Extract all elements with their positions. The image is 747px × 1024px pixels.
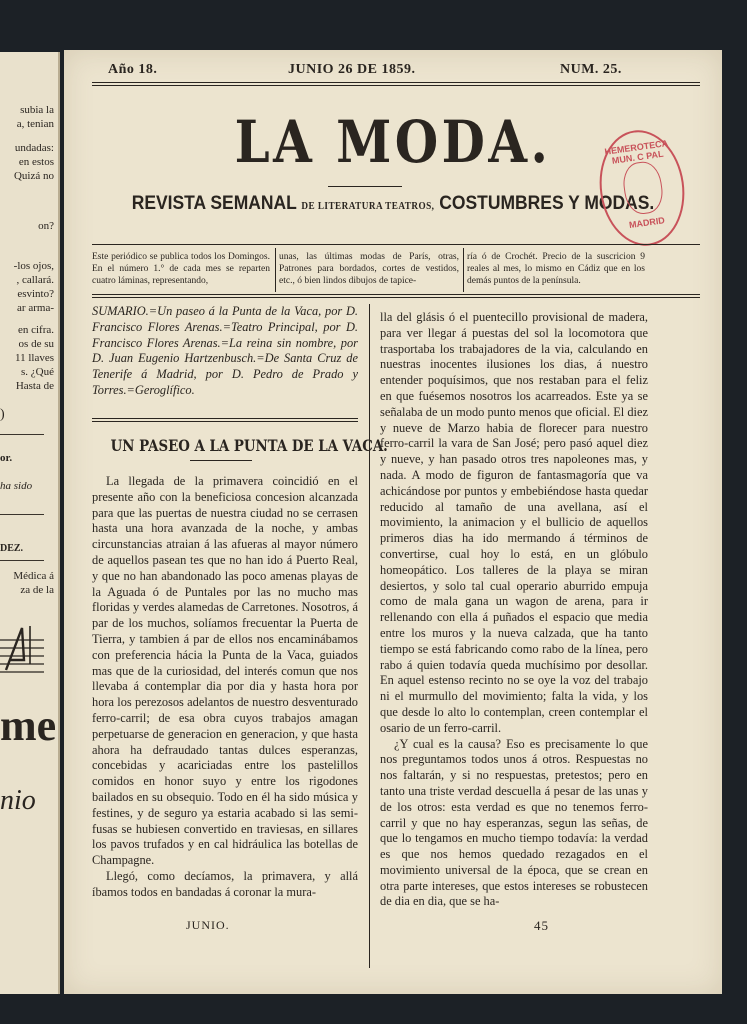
- header-rule: [92, 85, 700, 86]
- notice-column-1: Este periódico se publica todos los Domingos. En el número 1.° de cada mes se reparten cuatro láminas, representando,: [92, 252, 270, 286]
- stamp-crest-icon: [621, 159, 666, 216]
- left-page-text: , callará.: [16, 274, 54, 286]
- left-page-text: en estos: [18, 156, 54, 168]
- article-paragraph: lla del glásis ó el puentecillo provisional de madera, para ver llegar á puestas del sol la locomotora que trasportaba los trabajadores de la via, calculando en nuestras inocentes ilusiones los dias, á nuestro entender poquísimos, que nos restaban para el feliz en que fuésemos nosotros los acarreados. Este ya se señalaba de un modo punto menos que oficial. El diez y nueve de Marzo habia de florecer para nuestro ferro-carril la vara de San José; pero pasó aquel diez y nueve, y han pasado otros tres napoleones mas, y nada. A modo de figuron de fantasmagoría que va achicándose por puntos y embebiéndose hasta quedar reducido al tamaño de una avellana, así el movimiento, la animacion y el bullicio de aquellos primeros dias ha ido mermando á términos de convertirse, cual hoy lo está, en un glóbulo homeopático. Los talleres de la playa se miran desiertos, y solo tal cual operario aburrido empuja como de mala gana un wagon de arena, para ir rellenando con ella á puñados el espacio que media entre los muros y la nueva calzada, que ha tanto tiempo se está fabricando como rabo de la línea, pero rabo á quien todavía queda muchísimo por desollar. En aquel estenso recinto no se oye la voz del trabajo ni el murmullo del movimiento; falta la vida, y los que desde lo alto lo contemplan, creen contemplar el osario de un ferro-carril.: [380, 310, 648, 735]
- subtitle-small: DE LITERATURA TEATROS,: [301, 201, 435, 212]
- notice-column-3: ría ó de Crochét. Precio de la suscricion 9 reales al mes, lo mismo en Cádiz que en los demás puntos de la península.: [467, 252, 645, 286]
- left-page-text: or.: [0, 452, 13, 464]
- notice-rule-top: [92, 244, 700, 245]
- article-paragraph: ¿Y cual es la causa? Eso es precisamente lo que nos preguntamos todos unos á otros. Respuestas no nos faltarán, y si no respuestas, pretestos; pero en tanto una triste verdad descuella á pesar de las unas y de los otros: esta verdad es que no tenemos ferro-carril y que no hay esperanzas, segun las señas, de que lo tengamos en mucho tiempo todavía: la verdad es que nos hemos quedado rezagados en el movimiento universal de la época, que se crean en otra parte intereses, que estos intereses se robustecen de dia en dia, que se ha-: [380, 736, 648, 909]
- left-page-text: ar arma-: [17, 302, 54, 314]
- issue-date: JUNIO 26 DE 1859.: [288, 62, 416, 77]
- divider: [0, 560, 44, 561]
- issue-number: NUM. 25.: [560, 62, 622, 77]
- left-page-text: me: [0, 701, 57, 750]
- page-number: 45: [534, 918, 549, 933]
- article-paragraph: Llegó, como decíamos, la primavera, y allá íbamos todos en bandadas á coronar la mura-: [92, 868, 358, 899]
- subtitle-part1: REVISTA SEMANAL: [131, 193, 297, 214]
- notice-rule-bottom: [92, 294, 700, 295]
- header-rule: [92, 82, 700, 83]
- notice-separator: [463, 248, 464, 292]
- title-divider: [328, 186, 402, 187]
- left-page-text: za de la: [20, 584, 54, 596]
- left-page-text: undadas:: [14, 142, 54, 154]
- stamp-text-bottom: MADRID: [628, 215, 666, 231]
- left-page-fragment: [0, 52, 60, 994]
- left-page-text: -los ojos,: [13, 260, 54, 272]
- left-page-text: Médica á: [13, 570, 54, 582]
- left-page-text: ): [0, 407, 5, 422]
- notice-rule-bottom: [92, 297, 700, 298]
- divider: [0, 514, 44, 515]
- subtitle-part2: COSTUMBRES Y MODAS.: [439, 193, 655, 214]
- sumario: SUMARIO.=Un paseo á la Punta de la Vaca, por D. Francisco Flores Arenas.=Teatro Principal, por D. Francisco Flores Arenas.=La reina sin nombre, por D. Juan Eugenio Hartzenbusch.=De Santa Cruz de Tenerife á Madrid, por D. Pedro de Prado y Torres.=Geroglífico.: [92, 304, 358, 397]
- article-title-rule: [190, 460, 252, 461]
- left-page-text: a, tenian: [16, 118, 54, 130]
- left-page-text: Hasta de: [15, 380, 54, 392]
- article-title: UN PASEO A LA PUNTA DE LA VACA.: [110, 436, 388, 455]
- left-page-text: os de su: [18, 338, 54, 350]
- newspaper-page: [64, 50, 722, 994]
- footer-month: JUNIO.: [186, 918, 230, 932]
- notice-separator: [275, 248, 276, 292]
- article-column-left: [92, 474, 358, 901]
- notice-column-2: unas, las últimas modas de París, otras, Patrones para bordados, cortes de vestidos, etc., ó bien lindos dibujos de tapice-: [279, 252, 459, 286]
- left-page-text: s. ¿Qué: [21, 366, 54, 378]
- left-page-text: 11 llaves: [15, 352, 54, 364]
- sumario-rule: [92, 421, 358, 422]
- article-column-right: [380, 310, 648, 910]
- left-page-text: subia la: [20, 104, 54, 116]
- article-paragraph: La llegada de la primavera coincidió en el presente año con la beneficiosa concesion alcanzada para que las puertas de nuestra ciudad no se cerrasen hasta una hora avanzada de la noche, y ambas circunstancias atraian á las afueras al mayor número de aquellos pasean tes que no han ido á Puerto Real, y que no han abandonado las poco amenas playas de la Aguada ó de Puntales por las no mucho mas floridas y verdes alamedas de Carretones. Nosotros, á par de los muchos, solíamos frecuentar la Puerta de Tierra, y tambien á par de ellos nos encaminábamos con preferencia hácia la Punta de la Vaca, guiados mas que de la curiosidad, del interés comun que nos llevaba á contemplar dia por dia y hasta hora por hora los perezosos adelantos de nuestro desventurado ferro-carril; de esa obra cuyos trabajos amagan perpetuarse de generacion en generacion, y que hasta ahora ha defraudado tantas dulces esperanzas, concebidas y acariciadas entre los pastelillos comidos en honor suyo y entre los rigodones bailados en su obsequio. Todo en él ha sido música y festines, y de seguro ya estaria acabado si las semi-fusas se hubiesen convertido en traviesas, en sillares los pavos trufados y en cal hidráulica las botellas de Champagne.: [92, 474, 358, 868]
- column-separator: [369, 304, 370, 968]
- left-page-text: DEZ.: [0, 543, 24, 554]
- left-page-text: nio: [0, 785, 36, 816]
- divider: [0, 434, 44, 435]
- masthead-title: LA MODA.: [234, 108, 552, 176]
- left-page-text: en cifra.: [17, 324, 54, 336]
- left-page-text: ha sido: [0, 480, 33, 492]
- music-notation-fragment: [0, 620, 44, 680]
- sumario-rule: [92, 418, 358, 419]
- left-page-text: Quizá no: [13, 170, 54, 182]
- stamp-text-top: HEMEROTECA MUN. C PAL: [603, 137, 669, 166]
- issue-year: Año 18.: [108, 62, 158, 77]
- left-page-text: esvinto?: [17, 288, 54, 300]
- left-page-text: on?: [38, 220, 54, 232]
